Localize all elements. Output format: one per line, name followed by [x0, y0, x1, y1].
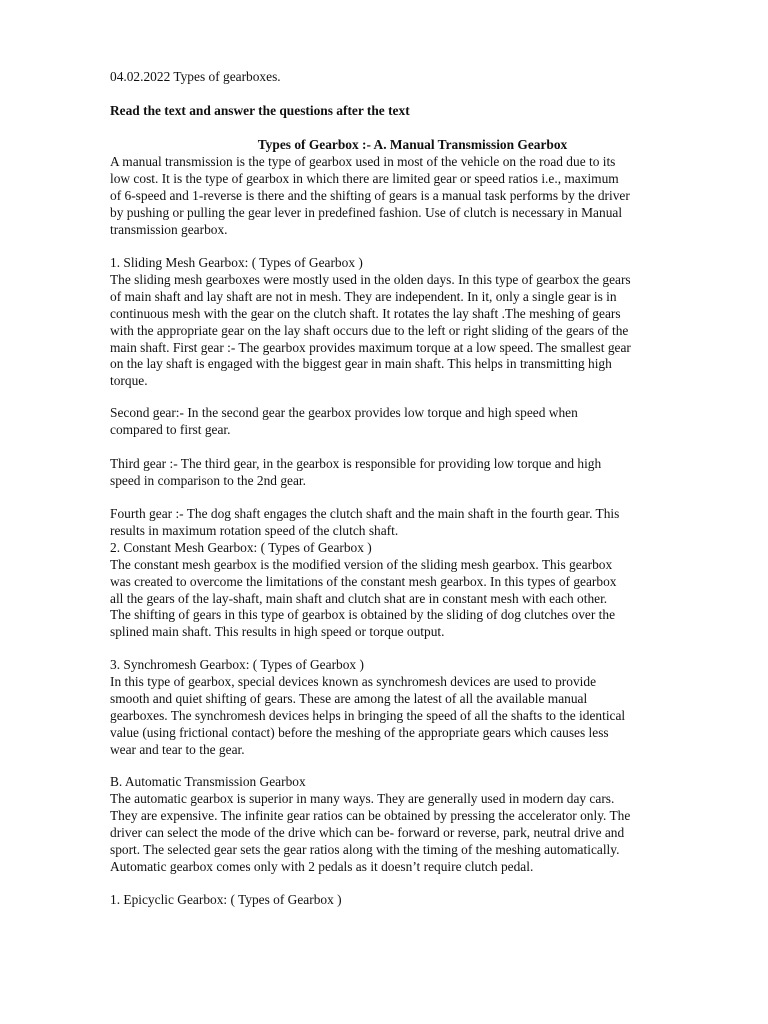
text-line: Second gear:- In the second gear the gearbox provides low torque and high speed when	[110, 405, 578, 420]
text-line: transmission gearbox.	[110, 221, 228, 237]
text-line: The automatic gearbox is superior in many ways. They are generally used in modern day cars.	[110, 790, 615, 806]
section-heading: 3. Synchromesh Gearbox: ( Types of Gearbox )	[110, 657, 364, 672]
text-line: speed in comparison to the 2nd gear.	[110, 472, 306, 488]
section-heading: B. Automatic Transmission Gearbox	[110, 774, 306, 789]
text-line: all the gears of the lay-shaft, main shaft and clutch shat are in constant mesh with each other.	[110, 590, 608, 606]
text-line: results in maximum rotation speed of the clutch shaft.	[110, 522, 399, 538]
text-line: wear and tear to the gear.	[110, 741, 245, 757]
text-line: They are expensive. The infinite gear ratios can be obtained by pressing the accelerator only. The	[110, 807, 631, 823]
text-line: Fourth gear :- The dog shaft engages the clutch shaft and the main shaft in the fourth gear. This	[110, 506, 620, 521]
text-line: of 6-speed and 1-reverse is there and the shifting of gears is a manual task performs by the driver	[110, 187, 630, 203]
text-line: The shifting of gears in this type of gearbox is obtained by the sliding of dog clutches over the	[110, 607, 616, 623]
text-line: compared to first gear.	[110, 421, 231, 437]
text-line: on the lay shaft is engaged with the biggest gear in main shaft. This helps in transmitting high	[110, 356, 612, 372]
text-line: The constant mesh gearbox is the modified version of the sliding mesh gearbox. This gearbox	[110, 556, 613, 572]
text-line: A manual transmission is the type of gearbox used in most of the vehicle on the road due to its	[110, 154, 616, 169]
text-line: gearboxes. The synchromesh devices helps in bringing the speed of all the shafts to the identical	[110, 707, 626, 723]
text-line: The sliding mesh gearboxes were mostly used in the olden days. In this type of gearbox the gears	[110, 271, 631, 287]
text-line: by pushing or pulling the gear lever in predefined fashion. Use of clutch is necessary in Manual	[110, 204, 623, 220]
date-heading	[110, 69, 715, 86]
third-gear-paragraph	[110, 456, 715, 490]
text-line: main shaft. First gear :- The gearbox provides maximum torque at a low speed. The smallest gear	[110, 339, 631, 355]
text-line: of main shaft and lay shaft are not in mesh. They are independent. In it, only a single gear is in	[110, 288, 617, 304]
text-line: low cost. It is the type of gearbox in which there are limited gear or speed ratios i.e., maximum	[110, 170, 619, 186]
intro-paragraph	[110, 154, 715, 239]
instruction-heading	[110, 103, 715, 120]
date-line: 04.02.2022 Types of gearboxes.	[110, 69, 281, 84]
section-heading: 2. Constant Mesh Gearbox: ( Types of Gearbox )	[110, 539, 372, 555]
text-line: Automatic gearbox comes only with 2 pedals as it doesn’t require clutch pedal.	[110, 858, 534, 874]
instruction-line: Read the text and answer the questions after the text	[110, 103, 410, 118]
text-line: was created to overcome the limitations of the constant mesh gearbox. In this types of gearbox	[110, 573, 617, 589]
text-line: continuous mesh with the gear on the clutch shaft. It rotates the lay shaft .The meshing of gears	[110, 305, 621, 321]
text-line: driver can select the mode of the drive which can be- forward or reverse, park, neutral drive and	[110, 824, 625, 840]
section-heading: 1. Epicyclic Gearbox: ( Types of Gearbox )	[110, 892, 342, 907]
text-line: torque.	[110, 373, 148, 389]
text-line: In this type of gearbox, special devices known as synchromesh devices are used to provide	[110, 673, 597, 689]
fourth-gear-and-constant-mesh-section	[110, 506, 715, 641]
text-line: value (using frictional contact) before the meshing of the appropriate gears which causes less	[110, 724, 609, 740]
text-line: smooth and quiet shifting of gears. These are among the latest of all the available manual	[110, 690, 588, 706]
automatic-transmission-section	[110, 774, 715, 875]
section-heading: 1. Sliding Mesh Gearbox: ( Types of Gearbox )	[110, 255, 363, 270]
text-line: splined main shaft. This results in high speed or torque output.	[110, 624, 445, 640]
second-gear-paragraph	[110, 405, 715, 439]
text-line: sport. The selected gear sets the gear ratios along with the timing of the meshing automatically.	[110, 841, 620, 857]
synchromesh-section	[110, 657, 715, 758]
text-line: with the appropriate gear on the lay shaft occurs due to the left or right sliding of the gears of the	[110, 322, 629, 338]
sliding-mesh-section	[110, 255, 715, 390]
epicyclic-section	[110, 892, 715, 909]
document-title: Types of Gearbox :- A. Manual Transmission Gearbox	[257, 137, 568, 152]
text-line: Third gear :- The third gear, in the gearbox is responsible for providing low torque and high	[110, 456, 602, 471]
